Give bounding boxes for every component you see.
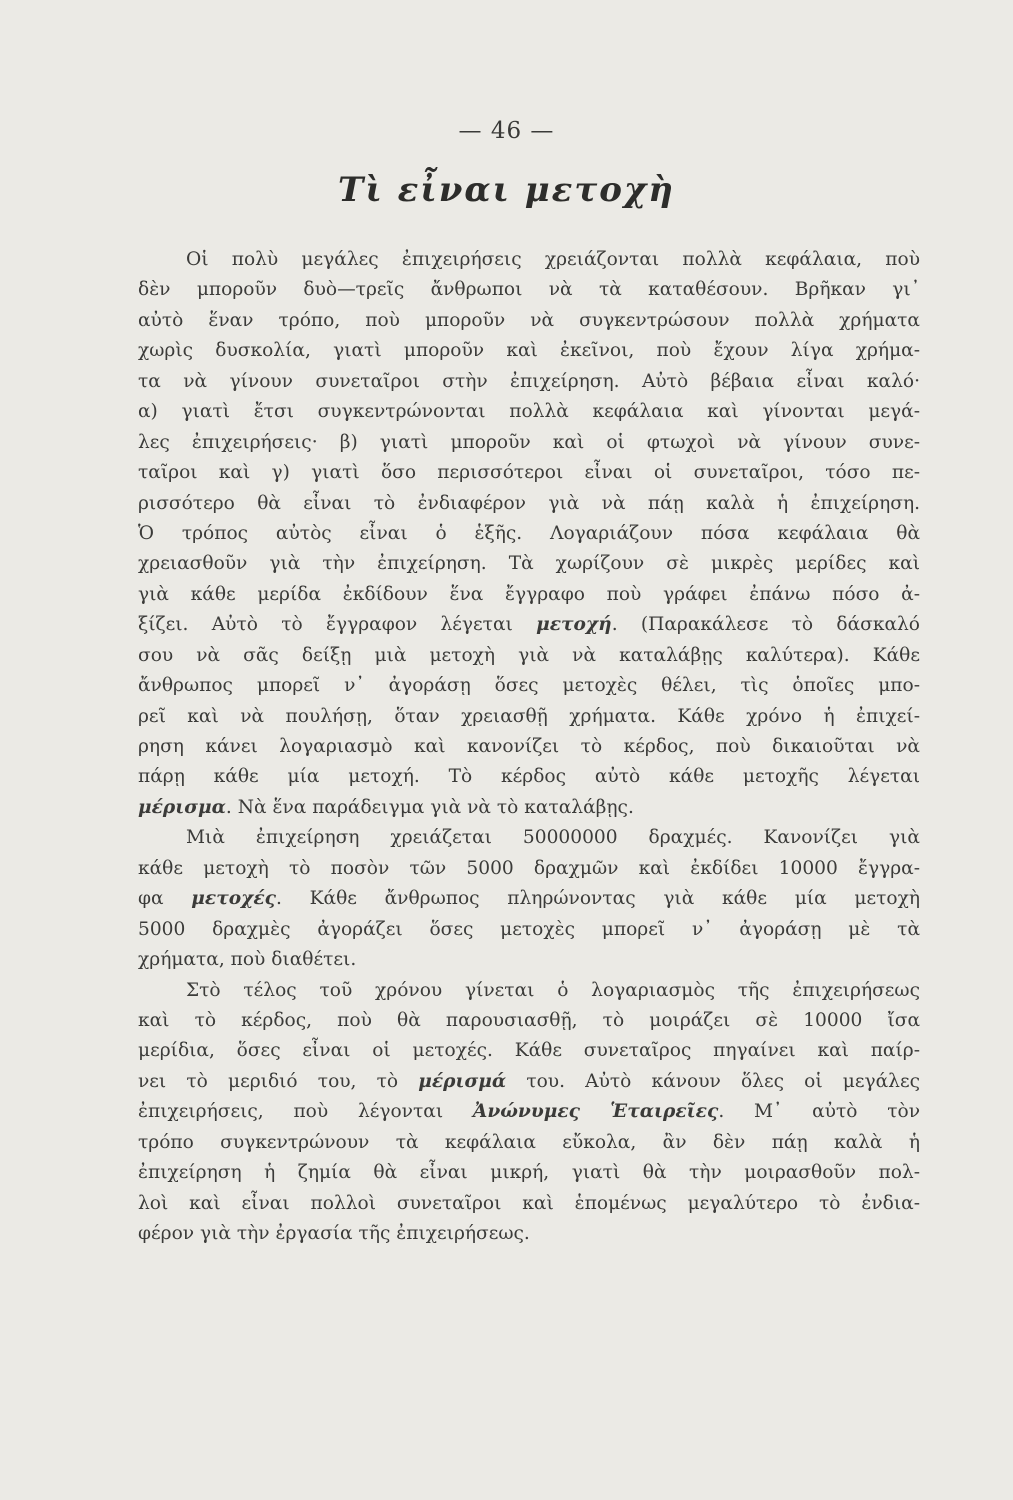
text-line: λοὶ καὶ εἶναι πολλοὶ συνεταῖροι καὶ ἑπομένως μεγαλύτερο τὸ ἐνδια- xyxy=(138,1192,920,1214)
text-run: . (Παρακάλεσε τὸ δάσκαλό xyxy=(611,614,920,636)
term-emphasis: μετοχή xyxy=(536,614,612,636)
text-line: αὐτὸ ἕναν τρόπο, ποὺ μποροῦν νὰ συγκεντρώσουν πολλὰ χρήματα xyxy=(138,309,920,331)
text-run: . Μ᾿ αὐτὸ τὸν xyxy=(718,1101,920,1123)
term-emphasis: μέρισμά xyxy=(418,1070,507,1092)
text-line xyxy=(138,1067,920,1097)
text-line xyxy=(138,610,920,640)
text-line xyxy=(138,1097,920,1127)
text-line: χρειασθοῦν γιὰ τὴν ἐπιχείρηση. Τὰ χωρίζουν σὲ μικρὲς μερίδες καὶ xyxy=(138,553,920,575)
text-run: νει τὸ μεριδιό του, τὸ xyxy=(138,1070,419,1092)
text-line: μερίδια, ὅσες εἶναι οἱ μετοχές. Κάθε συνεταῖρος πηγαίνει καὶ παίρ- xyxy=(138,1040,920,1062)
text-line: γιὰ κάθε μερίδα ἐκδίδουν ἕνα ἔγγραφο ποὺ γράφει ἐπάνω πόσο ἀ- xyxy=(138,583,920,605)
text-line xyxy=(138,793,920,823)
text-line: ρισσότερο θὰ εἶναι τὸ ἐνδιαφέρον γιὰ νὰ πάῃ καλὰ ἡ ἐπιχείρηση. xyxy=(138,492,920,514)
text-line: πάρῃ κάθε μία μετοχή. Τὸ κέρδος αὐτὸ κάθε μετοχῆς λέγεται xyxy=(138,766,920,788)
text-line xyxy=(138,884,920,914)
text-line: Ὁ τρόπος αὐτὸς εἶναι ὁ ἑξῆς. Λογαριάζουν πόσα κεφάλαια θὰ xyxy=(138,522,920,544)
text-line: ρεῖ καὶ νὰ πουλήσῃ, ὅταν χρειασθῇ χρήματα. Κάθε χρόνο ἡ ἐπιχεί- xyxy=(138,705,920,727)
page-number: — 46 — xyxy=(458,118,555,144)
text-line: χωρὶς δυσκολία, γιατὶ μποροῦν καὶ ἐκεῖνοι, ποὺ ἔχουν λίγα χρήμα- xyxy=(138,340,920,362)
text-run: του. Αὐτὸ κάνουν ὅλες οἱ μεγάλες xyxy=(506,1070,920,1092)
text-run: ξίζει. Αὐτὸ τὸ ἔγγραφον λέγεται xyxy=(138,614,537,636)
text-line: λες ἐπιχειρήσεις· β) γιατὶ μποροῦν καὶ οἱ φτωχοὶ νὰ γίνουν συνε- xyxy=(138,431,920,453)
term-emphasis: μετοχές xyxy=(191,888,276,910)
text-line: τρόπο συγκεντρώνουν τὰ κεφάλαια εὔκολα, ἂν δὲν πάῃ καλὰ ἡ xyxy=(138,1131,920,1153)
text-run: φα xyxy=(138,888,192,910)
term-emphasis: Ἀνώνυμες Ἑταιρεῖες xyxy=(472,1101,719,1123)
text-line: τα νὰ γίνουν συνεταῖροι στὴν ἐπιχείρηση. Αὐτὸ βέβαια εἶναι καλό· xyxy=(138,370,920,392)
text-run: . Κάθε ἄνθρωπος πληρώνοντας γιὰ κάθε μία μετοχὴ xyxy=(275,888,920,910)
text-line: καὶ τὸ κέρδος, ποὺ θὰ παρουσιασθῇ, τὸ μοιράζει σὲ 10000 ἴσα xyxy=(138,1009,920,1031)
text-line: κάθε μετοχὴ τὸ ποσὸν τῶν 5000 δραχμῶν καὶ ἐκδίδει 10000 ἔγγρα- xyxy=(138,857,920,879)
text-line: ἐπιχείρηση ἡ ζημία θὰ εἶναι μικρή, γιατὶ θὰ τὴν μοιρασθοῦν πολ- xyxy=(138,1162,920,1184)
text-line: ρηση κάνει λογαριασμὸ καὶ κανονίζει τὸ κέρδος, ποὺ δικαιοῦται νὰ xyxy=(138,736,920,757)
body-text xyxy=(138,245,920,1249)
text-line: 5000 δραχμὲς ἀγοράζει ὅσες μετοχὲς μπορεῖ ν᾿ ἀγοράσῃ μὲ τὰ xyxy=(138,918,920,940)
page-title: Τὶ εἶναι μετοχὴ xyxy=(338,170,675,210)
text-line: χρήματα, ποὺ διαθέτει. xyxy=(138,949,357,971)
text-line: Οἱ πολὺ μεγάλες ἐπιχειρήσεις χρειάζονται πολλὰ κεφάλαια, ποὺ xyxy=(186,249,920,270)
text-line: α) γιατὶ ἔτσι συγκεντρώνονται πολλὰ κεφάλαια καὶ γίνονται μεγά- xyxy=(138,401,920,423)
text-run: . Νὰ ἕνα παράδειγμα γιὰ νὰ τὸ καταλάβῃς. xyxy=(225,796,634,818)
text-run: ἐπιχειρήσεις, ποὺ λέγονται xyxy=(138,1101,473,1123)
text-line: δὲν μποροῦν δυὸ—τρεῖς ἄνθρωποι νὰ τὰ καταθέσουν. Βρῆκαν γι᾿ xyxy=(138,279,920,301)
text-line: Στὸ τέλος τοῦ χρόνου γίνεται ὁ λογαριασμὸς τῆς ἐπιχειρήσεως xyxy=(186,979,920,1001)
text-line: Μιὰ ἐπιχείρηση χρειάζεται 50000000 δραχμές. Κανονίζει γιὰ xyxy=(186,827,920,849)
text-line: σου νὰ σᾶς δείξῃ μιὰ μετοχὴ γιὰ νὰ καταλάβῃς καλύτερα). Κάθε xyxy=(138,644,920,666)
text-line: ἄνθρωπος μπορεῖ ν᾿ ἀγοράσῃ ὅσες μετοχὲς θέλει, τὶς ὁποῖες μπο- xyxy=(138,675,920,697)
text-line: ταῖροι καὶ γ) γιατὶ ὅσο περισσότεροι εἶναι οἱ συνεταῖροι, τόσο πε- xyxy=(138,462,920,484)
term-emphasis: μέρισμα xyxy=(138,796,226,818)
text-line: φέρον γιὰ τὴν ἐργασία τῆς ἐπιχειρήσεως. xyxy=(138,1223,530,1244)
